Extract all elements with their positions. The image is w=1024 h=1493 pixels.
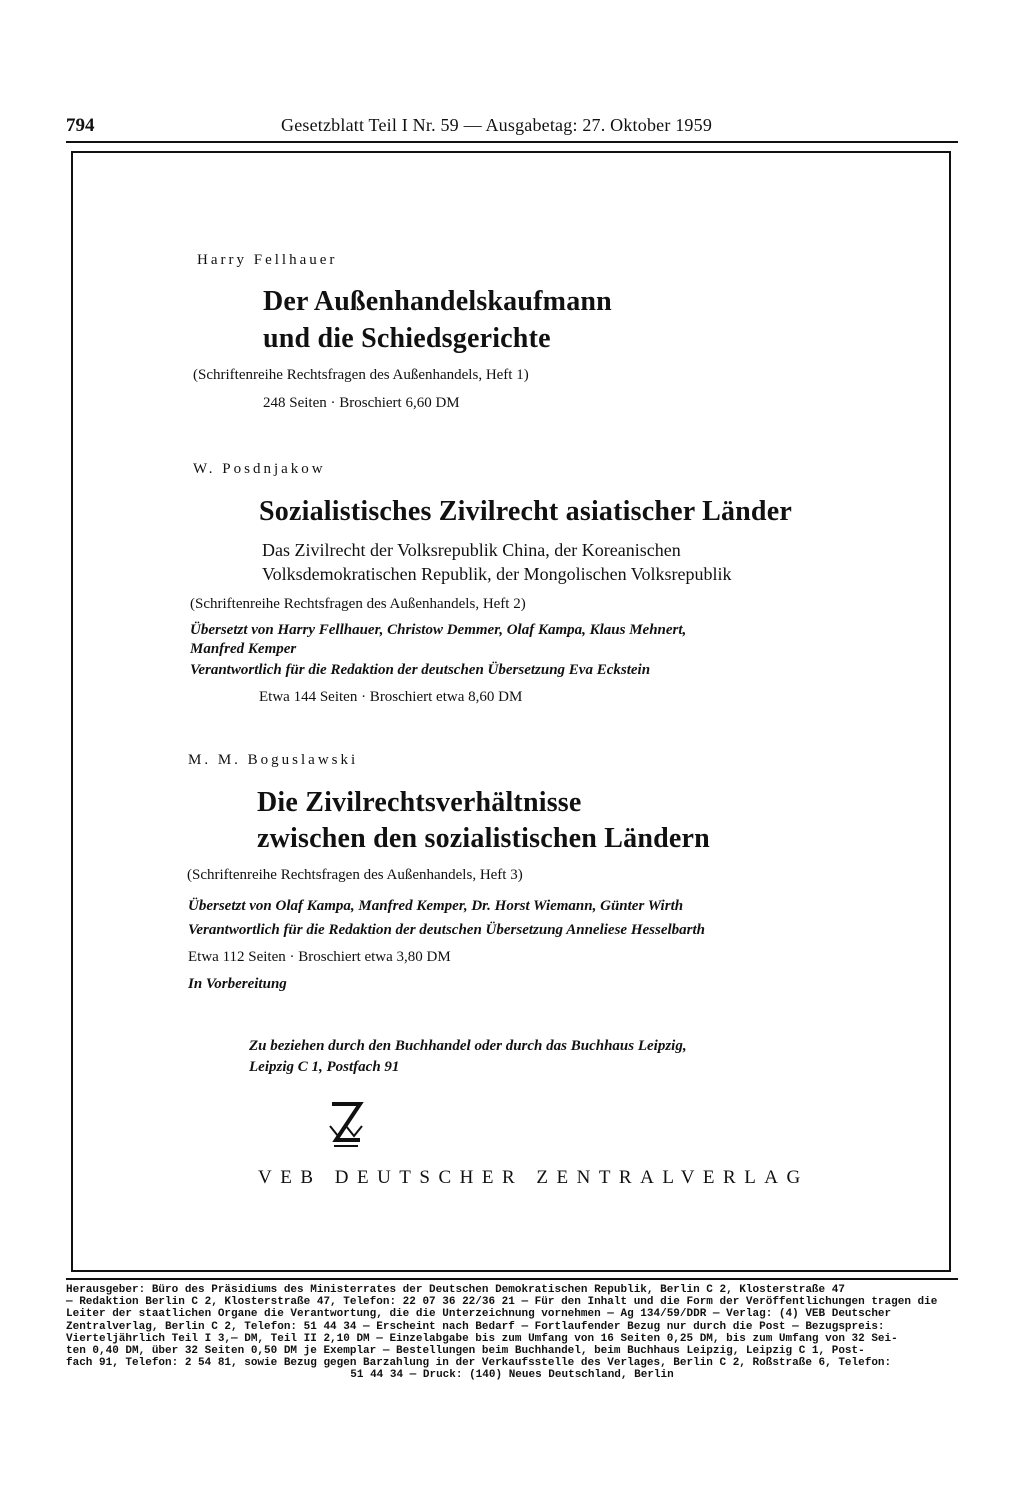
book-2-title: Sozialistisches Zivilrecht asiatischer Länder: [259, 496, 792, 527]
book-2-subtitle-line-1: Das Zivilrecht der Volksrepublik China, der Koreanischen: [262, 540, 681, 560]
order-note: [249, 1036, 687, 1078]
book-2-editor: Verantwortlich für die Redaktion der deutschen Übersetzung Eva Eckstein: [190, 662, 651, 678]
order-note-line-1: Zu beziehen durch den Buchhandel oder durch das Buchhaus Leipzig,: [249, 1038, 687, 1054]
advertisement-box: [71, 151, 951, 1272]
book-2-series: (Schriftenreihe Rechtsfragen des Außenhandels, Heft 2): [190, 596, 526, 612]
book-3-details: Etwa 112 Seiten · Broschiert etwa 3,80 DM: [188, 949, 451, 965]
imprint-line: 51 44 34 — Druck: (140) Neues Deutschland, Berlin: [350, 1369, 674, 1382]
book-2-details: Etwa 144 Seiten · Broschiert etwa 8,60 DM: [259, 689, 523, 705]
book-2-translators-line-2: Manfred Kemper: [190, 641, 297, 657]
imprint-line: Herausgeber: Büro des Präsidiums des Ministerrates der Deutschen Demokratischen Republik, Berlin C 2, Klosterstraße 47: [66, 1284, 845, 1296]
book-1-title-line-2: und die Schiedsgerichte: [263, 323, 551, 354]
book-3-status: In Vorbereitung: [188, 976, 287, 992]
book-1-details: 248 Seiten · Broschiert 6,60 DM: [263, 395, 460, 411]
book-3-editor: Verantwortlich für die Redaktion der deutschen Übersetzung Anneliese Hesselbarth: [188, 922, 705, 938]
publisher-name: VEB DEUTSCHER ZENTRALVERLAG: [258, 1167, 809, 1188]
book-3-title-line-2: zwischen den sozialistischen Ländern: [257, 823, 710, 854]
imprint-line: fach 91, Telefon: 2 54 81, sowie Bezug gegen Barzahlung in der Verkaufsstelle des Verlages, Berlin C 2, Roßstraße 6, Telefon:: [66, 1357, 892, 1370]
imprint-line: Leiter der staatlichen Organe die Verantwortung, die die Unterzeichnung vornehmen — Ag 134/59/DDR — Verlag: (4) VEB Deutscher: [66, 1308, 892, 1321]
header-rule: [66, 141, 958, 143]
book-2-subtitle-line-2: Volksdemokratischen Republik, der Mongolischen Volksrepublik: [262, 564, 732, 584]
imprint-line: — Redaktion Berlin C 2, Klosterstraße 47, Telefon: 22 07 36 22/36 21 — Für den Inhalt und die Form der Veröffentlichungen tragen die: [66, 1296, 938, 1309]
book-1-series: (Schriftenreihe Rechtsfragen des Außenhandels, Heft 1): [193, 367, 529, 383]
imprint-line: Vierteljährlich Teil I 3,— DM, Teil II 2,10 DM — Einzelabgabe bis zum Umfang von 16 Seiten 0,25 DM, bis zum Umfang von 32 Sei-: [66, 1332, 898, 1345]
book-3-translators: Übersetzt von Olaf Kampa, Manfred Kemper, Dr. Horst Wiemann, Günter Wirth: [188, 898, 684, 914]
imprint-line: ten 0,40 DM, über 32 Seiten 0,50 DM je Exemplar — Bestellungen beim Buchhandel, beim Buchhaus Leipzig, Leipzig C 1, Post-: [66, 1345, 865, 1358]
page-number: 794: [66, 115, 95, 136]
footer-rule: [66, 1278, 958, 1280]
running-head: Gesetzblatt Teil I Nr. 59 — Ausgabetag: 27. Oktober 1959: [281, 115, 713, 135]
book-3-series: (Schriftenreihe Rechtsfragen des Außenhandels, Heft 3): [187, 867, 523, 883]
book-3-title-line-1: Die Zivilrechtsverhältnisse: [257, 787, 582, 818]
book-1-title-line-1: Der Außenhandelskaufmann: [263, 286, 612, 317]
book-2-author: W. Posdnjakow: [193, 461, 326, 477]
book-2-translators-line-1: Übersetzt von Harry Fellhauer, Christow Demmer, Olaf Kampa, Klaus Mehnert,: [190, 622, 687, 638]
publisher-logo-icon: [326, 1100, 366, 1148]
book-1-author: Harry Fellhauer: [197, 252, 338, 268]
imprint: [66, 1284, 958, 1382]
book-3-author: M. M. Boguslawski: [188, 752, 359, 768]
imprint-line: Zentralverlag, Berlin C 2, Telefon: 51 44 34 — Erscheint nach Bedarf — Fortlaufender Bezug nur durch die Post — Bezugspreis:: [66, 1320, 885, 1333]
order-note-line-2: Leipzig C 1, Postfach 91: [249, 1059, 400, 1075]
